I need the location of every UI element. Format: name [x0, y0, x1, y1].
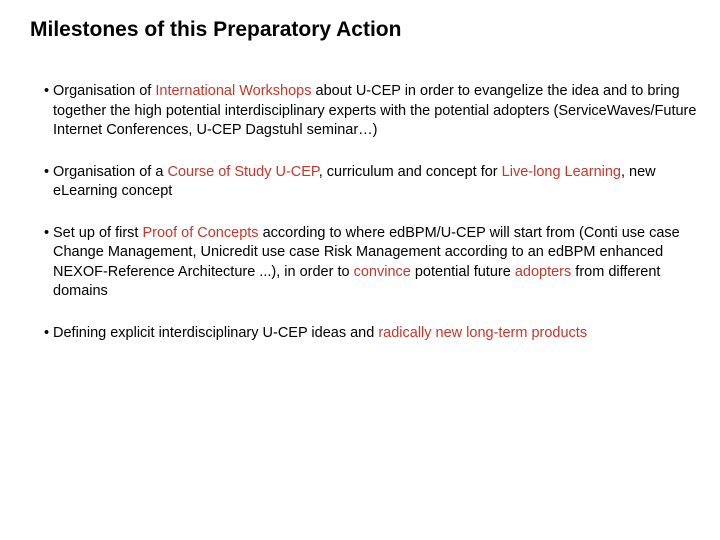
bullet-item-workshops [44, 82, 704, 141]
bullet-item-defining-ideas [44, 324, 704, 344]
bullet-item-course [44, 163, 704, 202]
slide-title: Milestones of this Preparatory Action [30, 18, 402, 41]
bullet-text: potential future [410, 263, 515, 280]
bullet-list [44, 82, 704, 365]
highlight-text: convince [353, 263, 411, 280]
bullet-text: Organisation of a [53, 163, 168, 180]
bullet-text: Defining explicit interdisciplinary U-CEP ideas and [53, 324, 379, 341]
bullet-text: Organisation of [53, 83, 156, 99]
highlight-text: Proof of Concepts [142, 224, 259, 241]
bullet-text: from different domains [53, 263, 661, 299]
highlight-text: Course of Study U-CEP [167, 163, 319, 180]
bullet-text: , new eLearning concept [53, 163, 656, 199]
highlight-text: International Workshops [155, 83, 312, 99]
highlight-text: Live-long Learning [501, 163, 621, 180]
bullet-text: Set up of first [53, 224, 143, 241]
bullet-text: about U-CEP in order to evangelize the idea and to bring together the high potential interdisciplinary experts with the potential adopters (ServiceWaves/Future Internet Conferences, U-CEP Dagstuhl seminar…) [53, 83, 697, 138]
bullet-text: according to where edBPM/U-CEP will start from (Conti use case Change Management, Unicredit use case Risk Management according to an edBPM enhanced NEXOF-Reference Architecture ...), in order to [53, 224, 680, 280]
bullet-text: , curriculum and concept for [318, 163, 502, 180]
highlight-text: adopters [514, 263, 572, 280]
bullet-item-proof-of-concepts [44, 224, 704, 302]
highlight-text: radically new long-term products [378, 324, 588, 341]
